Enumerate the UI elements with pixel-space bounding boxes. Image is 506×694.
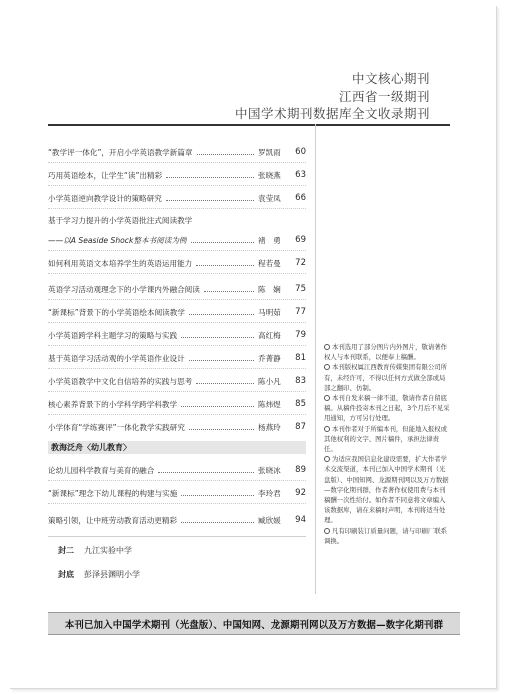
toc-entry-page: 60 [295,147,306,157]
leader-dots [166,200,254,201]
toc-entry-page: 66 [295,193,306,203]
toc-entry-title-line2: ——以A Seaside Shock整本书阅读为例 [48,235,187,245]
leader-dots [166,177,254,178]
column-divider [315,124,316,594]
toc-entry-title: 巧用英语绘本，让学生“读”出精彩 [48,170,163,180]
row-divider [48,250,306,251]
toc-entry-title: 基于英语学习活动观的小学英语作业设计 [48,353,185,363]
bullet-circle-icon [324,426,330,432]
toc-entry-page: 81 [295,353,306,363]
leader-dots [189,360,254,361]
cover2-credit [58,544,132,556]
toc-entry-author: 杨燕玲 [258,422,281,432]
row-divider [48,322,306,323]
leader-dots [181,337,254,338]
leader-dots [181,406,254,407]
toc-entry-title: “新课标”理念下幼儿课程的构建与实施 [48,488,178,498]
toc-entry[interactable] [48,487,306,499]
toc-entry[interactable] [48,464,306,476]
notice-item: 本刊选用了部分图片内外图片，敬请著作权人与本刊联系，以便奉上稿酬。 [324,343,448,362]
masthead-line-3: 中国学术期刊数据库全文收录期刊 [234,106,430,121]
toc-entry-author: 乔菁静 [258,353,281,363]
toc-entry[interactable] [48,514,306,526]
bullet-circle-icon [324,395,330,401]
toc-entry-author: 袁莹凤 [258,193,281,203]
cover2-label: 封二 [58,545,74,555]
leader-dots [196,265,254,266]
notice-item: 为适应我国信息化建设需要，扩大作者学术交流渠道，本刊已加入中国学术期刊（光盘版）、中国知网、龙源期刊网以及万方数据—数字化期刊群，作者著作权使用费与本刊稿酬一次性给付。如作者不同意将文章编入该数据库，请在来稿时声明，本刊将适当处理。 [324,455,449,525]
bullet-circle-icon [324,456,330,462]
leader-dots [204,291,254,292]
toc-entry-author: 高红梅 [258,330,281,340]
toc-entry[interactable] [48,192,306,204]
toc-entry-author: 臧欣媛 [258,515,281,525]
toc-entry-page: 87 [295,422,306,432]
toc-entry[interactable] [48,257,306,269]
toc-entry-author: 马明茹 [258,307,281,317]
row-divider [48,480,306,481]
row-divider [48,368,306,369]
cover3-text: 彭泽县渊明小学 [84,569,140,579]
toc-entry-author: 李玲君 [258,488,281,498]
masthead-rule [48,124,450,126]
leader-dots [189,314,254,315]
bullet-circle-icon [324,528,330,534]
toc-entry-title: 核心素养背景下的小学科学跨学科教学 [48,399,178,409]
cover2-text: 九江实验中学 [84,545,132,555]
notice-item: 本刊版权属江西教育传媒集团有限公司所有，未经许可，不得以任何方式做全部或局部之翻印、仿制。 [324,363,448,392]
toc-entry-author: 陈 娴 [258,284,281,294]
toc-entry-title: 小学英语逆向教学设计的策略研究 [48,193,162,203]
toc-entry-author: 程若曼 [258,258,281,268]
toc-entry-title: 如何利用英语文本培养学生的英语运用能力 [48,258,193,268]
toc-entry-title: 论幼儿园科学教育与美育的融合 [48,465,155,475]
toc-entry[interactable] [48,283,306,295]
notice-item: 凡有印刷装订质量问题，请与印刷厂联系调换。 [324,526,448,545]
leader-dots [181,495,254,496]
row-divider [48,391,306,392]
section-header: 教海泛舟〈幼儿教育〉 [48,441,306,454]
leader-dots [197,154,254,155]
row-divider [48,414,306,415]
toc-entry-title-line1[interactable]: 基于学习力提升的小学英语批注式阅读教学 [48,215,193,225]
toc-entry[interactable] [48,306,306,318]
notice-item: 本刊自发来稿一律不退，敬请作者自留底稿。从稿件投寄本刊之日起，3个月后不见采用通知，方可另行处理。 [324,394,450,423]
toc-entry-title: “教学评一体化”，开启小学英语教学新篇章 [48,147,193,157]
toc-entry-title: 策略引领，让中班劳动教育活动更精彩 [48,515,178,525]
toc-entry-page: 79 [295,330,306,340]
toc-entry-title: 英语学习活动观理念下的小学课内外融合阅读 [48,284,200,294]
journal-page [10,6,497,689]
toc-entry-author: 褚 勇 [258,235,281,245]
database-banner: 本刊已加入中国学术期刊（光盘版）、中国知网、龙源期刊网以及万方数据—数字化期刊群 [48,612,460,635]
toc-entry-page: 75 [295,284,306,294]
toc-entry-page: 72 [295,258,306,268]
masthead [235,70,430,123]
toc-entry[interactable] [48,146,306,158]
cover3-credit [58,568,140,580]
toc-entry-title: 小学英语跨学科主题学习的策略与实践 [48,330,178,340]
masthead-line-2: 江西省一级期刊 [338,88,430,104]
toc-entry-page: 63 [295,170,306,180]
toc-entry-page: 69 [295,235,306,245]
toc-entry[interactable] [48,169,306,181]
toc-entry[interactable] [48,375,306,387]
toc-entry[interactable] [48,234,306,246]
leader-dots [196,383,254,384]
toc-entry[interactable] [48,329,306,341]
row-divider [48,503,306,504]
notice-item: 本刊作者对于所编本刊，但能地入报权或其他权利的文字、图片稿件，承担法律责任。 [324,424,448,454]
toc-entry-author: 张晓燕 [258,170,281,180]
toc-entry-author: 罗凯雨 [258,147,281,157]
toc-entry-page: 89 [295,465,306,475]
masthead-line-1: 中文核心期刊 [351,71,430,86]
toc-entry-page: 83 [295,376,306,386]
toc-entry-title: 小学英语教学中文化自信培养的实践与思考 [48,376,193,386]
leader-dots [191,242,254,243]
toc-entry-author: 张晓冰 [258,465,281,475]
toc-entry-title: 小学体育“学练赛评”一体化教学实践研究 [48,422,185,432]
row-divider [48,162,306,163]
row-divider [48,208,306,209]
leader-dots [158,472,254,473]
editorial-notice [324,342,450,546]
toc-entry[interactable] [48,421,306,433]
row-divider [48,273,306,274]
leader-dots [181,522,254,523]
toc-entry-title: “新课标”背景下的小学英语绘本阅读教学 [48,307,185,317]
toc-entry[interactable] [48,398,306,410]
toc-entry-page: 94 [295,515,306,525]
row-divider [48,345,306,346]
cover3-label: 封底 [58,569,74,579]
toc-entry-author: 陈炜煜 [258,399,281,409]
toc-entry-author: 陈小凡 [258,376,281,386]
toc-entry-page: 85 [295,399,306,409]
bullet-circle-icon [324,364,330,370]
toc-entry-page: 77 [295,307,306,317]
toc-entry-page: 92 [295,488,306,498]
bullet-circle-icon [324,344,330,350]
toc-entry[interactable] [48,352,306,364]
row-divider [48,299,306,300]
cover-rule-top [48,536,306,537]
row-divider [48,185,306,186]
leader-dots [189,429,254,430]
